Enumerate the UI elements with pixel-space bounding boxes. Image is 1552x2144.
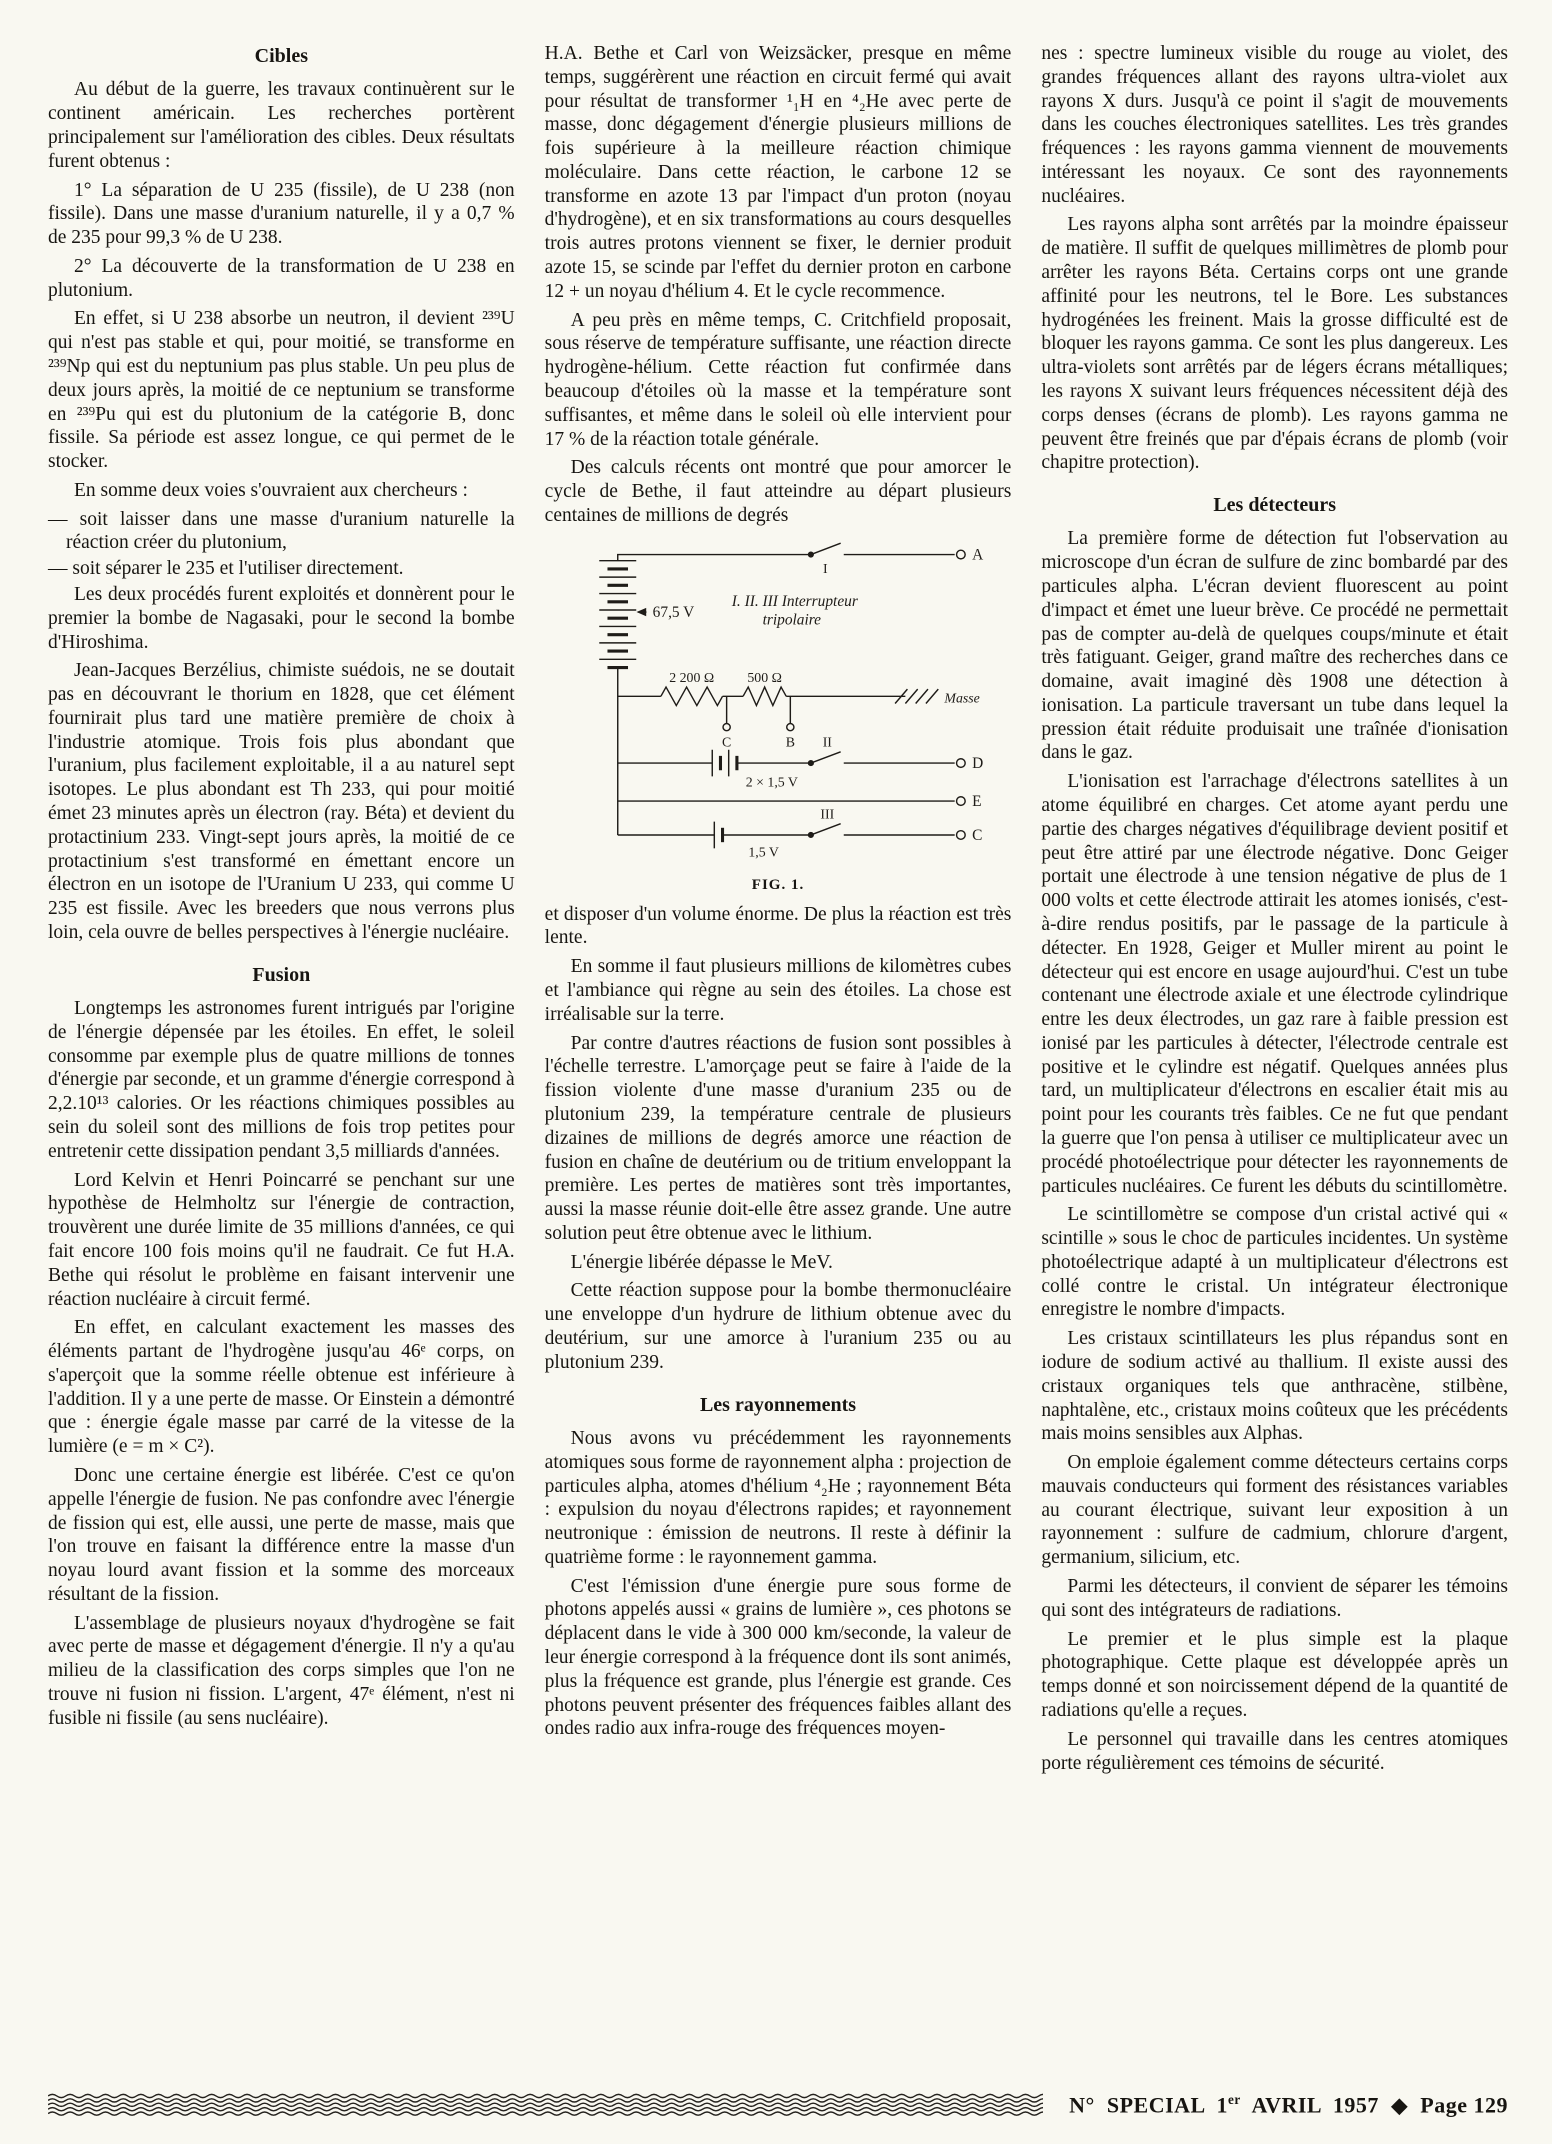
paragraph: En somme deux voies s'ouvraient aux chercheurs :: [74, 479, 468, 501]
column-2-top: [545, 42, 1012, 528]
label-battery-2: 2 × 1,5 V: [745, 774, 798, 790]
label-main-voltage: 67,5 V: [652, 603, 695, 621]
paragraph: Donc une certaine énergie est libérée. C'est ce qu'on appelle l'énergie de fusion. Ne pas confondre avec l'énergie de fission qui est, elle aussi, une perte de masse, mais que l'on trouve en faisant la différence entre la masse d'un noyau lourd avant fission et la somme des morceaux résultant de la fission.: [48, 1464, 515, 1605]
figure-1: [545, 542, 1012, 895]
label-resistor-1: 2 200 Ω: [669, 669, 715, 685]
section-heading: Les rayonnements: [699, 1393, 857, 1416]
paragraph: Des calculs récents ont montré que pour amorcer le cycle de Bethe, il faut atteindre au départ plusieurs centaines de millions de degrés: [544, 457, 1012, 526]
paragraph: 1° La séparation de U 235 (fissile), de U 238 (non fissile). Dans une masse d'uranium naturelle, il y a 0,7 % de 235 pour 99,3 % de U 238.: [48, 179, 515, 249]
section-heading: Cibles: [254, 45, 308, 67]
paragraph: Cette réaction suppose pour la bombe thermonucléaire une enveloppe d'un hydrure de lithium obtenue avec du deutérium, sur une amorce à l'uranium 235 ou au plutonium 239.: [544, 1280, 1012, 1373]
footer-ordinal: er: [1228, 2091, 1241, 2107]
paragraph: — soit laisser dans une masse d'uranium naturelle la réaction créer du plutonium,: [48, 508, 515, 554]
label-terminal-e: E: [972, 792, 982, 810]
label-switch-ii: II: [822, 734, 832, 750]
paragraph: 2° La découverte de la transformation de U 238 en plutonium.: [48, 255, 515, 301]
paragraph: Le premier et le plus simple est la plaque photographique. Cette plaque est développée après un temps donné et son noircissement dépend de la quantité de radiations qu'elle a reçues.: [1041, 1628, 1509, 1721]
paragraph: Les rayons alpha sont arrêtés par la moindre épaisseur de matière. Il suffit de quelques millimètres de plomb pour arrêter les rayons Béta. Certains corps ont une grande affinité pour les neutrons, tel le Bore. Les substances hydrogénées les freinent. Mais la grosse difficulté est de bloquer les rayons gamma. Ce sont les plus dangereux. Les ultra-violets sont arrêtés par de légers écrans métalliques; les rayons X suivant leurs fréquences nécessitent déjà des corps denses (écrans de plomb). Les rayons gamma ne peuvent être freinés que par d'épais écrans de plomb (voir chapitre protection).: [1041, 214, 1509, 474]
page-footer: [48, 2092, 1508, 2118]
column-2: [545, 42, 1012, 1780]
footer-ornament: [48, 2093, 1043, 2117]
figure-caption: FIG. 1.: [751, 877, 805, 894]
wavy-rule-icon: [48, 2093, 1043, 2117]
column-3: [1041, 42, 1508, 1780]
paragraph: Les cristaux scintillateurs les plus répandus sont en iodure de sodium activé au thallium. Il existe aussi des cristaux organiques tels que anthracène, stilbène, naphtalène, etc., cristaux moins coûteux que les précédents mais moins sensibles aux Alphas.: [1041, 1328, 1509, 1445]
paragraph: Le personnel qui travaille dans les centres atomiques porte régulièrement ces témoins de sécurité.: [1041, 1728, 1509, 1774]
label-switch-line2: tripolaire: [762, 611, 822, 629]
section-heading: Fusion: [252, 963, 311, 986]
label-switch-line1: I. II. III Interrupteur: [731, 592, 858, 610]
label-terminal-a: A: [972, 546, 984, 564]
label-resistor-2: 500 Ω: [747, 669, 782, 685]
paragraph: En somme il faut plusieurs millions de kilomètres cubes et l'ambiance qui règne au sein des étoiles. La chose est irréalisable sur la terre.: [544, 956, 1012, 1025]
paragraph: H.A. Bethe et Carl von Weizsäcker, presque en même temps, suggérèrent une réaction en circuit fermé qui avait pour résultat de transformer ¹₁H en ⁴₂He avec perte de masse, donc dégagement d'énergie plusieurs millions de fois supérieure à la meilleure réaction chimique moléculaire. Dans cette réaction, le carbone 12 se transforme en azote 13 par l'impact d'un proton (noyau d'hydrogène), et en six transformations au cours desquelles trois autres protons viennent se fixer, le dernier produit azote 15, se scinde par l'effet du dernier proton en carbone 12 + un noyau d'hélium 4. Et le cycle recommence.: [544, 43, 1012, 302]
terminal-d: [957, 758, 966, 767]
circuit-wires: [599, 543, 965, 848]
label-switch-iii: III: [820, 806, 835, 822]
label-terminal-d: D: [972, 754, 984, 772]
label-terminal-c: C: [972, 826, 983, 844]
paragraph: — soit séparer le 235 et l'utiliser directement.: [48, 558, 404, 580]
paragraph: Par contre d'autres réactions de fusion sont possibles à l'échelle terrestre. L'amorçage peut se faire à l'aide de la fission violente d'une masse d'uranium 235 ou de plutonium 239, la température centrale de plusieurs dizaines de millions de degrés amorce une réaction de fusion en chaîne de deutérium ou de tritium enveloppant la première. Les pertes de matières sont très importantes, aussi la masse réunie doit-elle être assez grande. Une autre solution peut être obtenue avec le lithium.: [544, 1032, 1012, 1244]
paragraph: La première forme de détection fut l'observation au microscope d'un écran de sulfure de zinc bombardé par des particules alpha. L'écran devient fluorescent au point d'impact et émet une lueur brève. Ce procédé ne permettait pas de compter au-delà de quelques coups/minute et était très fatiguant. Geiger, grand maître des recherches dans ce domaine, avait imaginé dès 1908 une détection à ionisation. La particule traversant un tube dans lequel la pression était réduite produisait une traînée d'ionisation dans le gaz.: [1041, 528, 1509, 764]
paragraph: Parmi les détecteurs, il convient de séparer les témoins qui sont des intégrateurs de radiations.: [1041, 1576, 1509, 1621]
paragraph: Longtemps les astronomes furent intrigués par l'origine de l'énergie dépensée par les étoiles. En effet, le soleil consomme par exemple plus de quatre millions de tonnes d'énergie par seconde, et un gramme d'énergie correspond à 2,2.10¹³ calories. Or les réactions chimiques possibles au sein du soleil sont des millions de fois trop petites pour entretenir cette dissipation pendant 3,5 milliards d'années.: [48, 998, 515, 1162]
label-battery-3: 1,5 V: [748, 844, 779, 860]
paragraph: Les deux procédés furent exploités et donnèrent pour le premier la bombe de Nagasaki, pour le second la bombe d'Hiroshima.: [48, 584, 515, 653]
terminal-e: [957, 796, 966, 805]
terminal-c: [957, 830, 966, 839]
circuit-diagram: [552, 542, 1004, 866]
paragraph: Lord Kelvin et Henri Poincarré se penchant sur une hypothèse de Helmholtz sur l'énergie de contraction, trouvèrent une durée limite de 35 millions d'années, ce qui fait encore 100 fois moins qu'il ne faudrait. Ce fut H.A. Bethe qui résolut le problème en faisant intervenir une réaction nucléaire à circuit fermé.: [48, 1169, 515, 1310]
paragraph: En effet, si U 238 absorbe un neutron, il devient ²³⁹U qui n'est pas stable et qui, pour moitié, se transforme en ²³⁹Np qui est du neptunium pas plus stable. Un peu plus de deux jours après, la moitié de ce neptunium se transforme en ²³⁹Pu qui est du plutonium de la catégorie B, donc fissile. Sa période est assez longue, ce qui permet de le stocker.: [48, 308, 515, 473]
paragraph: Le scintillomètre se compose d'un cristal activé qui « scintille » sous le choc de particules incidentes. Un système photoélectrique adapté à un multiplicateur d'électrons est collé contre le cristal. Un intégrateur électronique enregistre le nombre d'impacts.: [1041, 1204, 1509, 1321]
label-switch-i: I: [822, 560, 828, 576]
paragraph: En effet, en calculant exactement les masses des éléments partant de l'hydrogène jusqu'au 46ᵉ corps, on s'aperçoit que la somme réelle obtenue est inférieure à l'addition. Il y a une perte de masse. Or Einstein a démontré que : énergie égale masse par carré de la vitesse de la lumière (e = m × C²).: [48, 1317, 515, 1458]
terminal-a: [957, 550, 966, 559]
footer-issue: N° SPECIAL 1: [1069, 2092, 1229, 2117]
paragraph: Jean-Jacques Berzélius, chimiste suédois, ne se doutait pas en découvrant le thorium en 1828, que cet élément fournirait plus tard une matière première de choix à l'industrie atomique. Trois fois plus abondant que l'uranium, plus facilement exploitable, il a au naturel sept isotopes. Le plus abondant est Th 233, qui pour moitié émet 23 minutes après un électron (ray. Béta) et devient du protactinium 233. Vingt-sept jours après, la moitié de ce protactinium s'est transformé en émettant encore un électron en un isotope de l'Uranium U 233, qui comme U 235 est fissile. Avec les breeders que nous verrons plus loin, cela ouvre de belles perspectives à l'énergie nucléaire.: [48, 660, 515, 943]
footer-text: [1069, 2092, 1508, 2118]
paragraph: Au début de la guerre, les travaux continuèrent sur le continent américain. Les recherches portèrent principalement sur l'amélioration des cibles. Deux résultats furent obtenus :: [48, 79, 515, 172]
paragraph: et disposer d'un volume énorme. De plus la réaction est très lente.: [544, 903, 1012, 949]
label-ground: Masse: [944, 690, 980, 706]
paragraph: C'est l'émission d'une énergie pure sous forme de photons appelés aussi « grains de lumière », ces photons se déplacent dans le vide à 300 000 km/seconde, la valeur de leur énergie correspond à la fréquence dont ils sont animés, plus la fréquence est grande, plus l'énergie est grande. Ces photons peuvent présenter des fréquences faibles allant des ondes radio aux infra-rouge des fréquences moyen-: [544, 1575, 1012, 1740]
column-1: [48, 42, 515, 1780]
paragraph: L'ionisation est l'arrachage d'électrons satellites à un atome équilibré en charges. Cet atome ayant perdu une partie des charges négatives d'équilibrage devient positif et peut être attiré par une électrode négative. Donc Geiger portait une électrode à une tension négative de plus de 1 000 volts et cette électrode attirait les atomes ionisés, c'est-à-dire rendus positifs, par le passage de la particule à détecter. En 1928, Geiger et Muller mirent au point le détecteur qui est encore en usage aujourd'hui. C'est un tube contenant une électrode axiale et une électrode cylindrique entre les deux électrodes, un gaz rare à faible pression est ionisé par les particules à détecter, l'électrode centrale est positive et le cylindre est négatif. Quelques années plus tard, un multiplicateur d'électrons en escalier était mis au point pour les courants très faibles. Ce ne fut que pendant la guerre que l'on pensa à utiliser ce multiplicateur avec un procédé photoélectrique pour détecter les rayonnements de particules nucléaires. Ce furent les débuts du scintillomètre.: [1041, 771, 1509, 1197]
label-tap-b: B: [785, 734, 795, 750]
paragraph: L'assemblage de plusieurs noyaux d'hydrogène se fait avec perte de masse et dégagement d'énergie. Il n'y a qu'au milieu de la classification des corps simples que l'on ne trouve ni fusion ni fission. L'argent, 47ᵉ élément, n'est ni fusible ni fissile (au sens nucléaire).: [48, 1612, 515, 1729]
column-2-bottom: [545, 903, 1012, 1741]
paragraph: Nous avons vu précédemment les rayonnements atomiques sous forme de rayonnement alpha : projection de particules alpha, atomes d'hélium ⁴₂He ; rayonnement Béta : expulsion du noyau d'électrons rapides; et rayonnement neutronique : émission de neutrons. Il reste à définir la quatrième forme : le rayonnement gamma.: [544, 1427, 1012, 1568]
paragraph: A peu près en même temps, C. Critchfield proposait, sous réserve de température suffisante, une réaction directe hydrogène-hélium. Cette réaction fut confirmée dans beaucoup d'étoiles où la masse et la température sont suffisantes, et même dans le soleil où elle intervient pour 17 % de la réaction totale générale.: [544, 309, 1012, 450]
paragraph: nes : spectre lumineux visible du rouge au violet, des grandes fréquences allant des rayons ultra-violet aux rayons X durs. Jusqu'à ce point il s'agit de mouvements dans les couches électroniques satellites. Les très grandes fréquences : les rayons gamma viennent de mouvements intéressant les noyaux. Ce sont des rayonnements nucléaires.: [1041, 43, 1509, 207]
paragraph: On emploie également comme détecteurs certains corps mauvais conducteurs qui forment des résistances variables au courant électrique, suivant leur exposition à un rayonnement : sulfure de cadmium, chlorure d'argent, germanium, silicium, etc.: [1041, 1452, 1509, 1569]
section-heading: Les détecteurs: [1213, 494, 1337, 517]
footer-date-page: AVRIL 1957 ◆ Page 129: [1240, 2092, 1508, 2117]
paragraph: L'énergie libérée dépasse le MeV.: [570, 1251, 833, 1273]
label-tap-c: C: [722, 734, 732, 750]
